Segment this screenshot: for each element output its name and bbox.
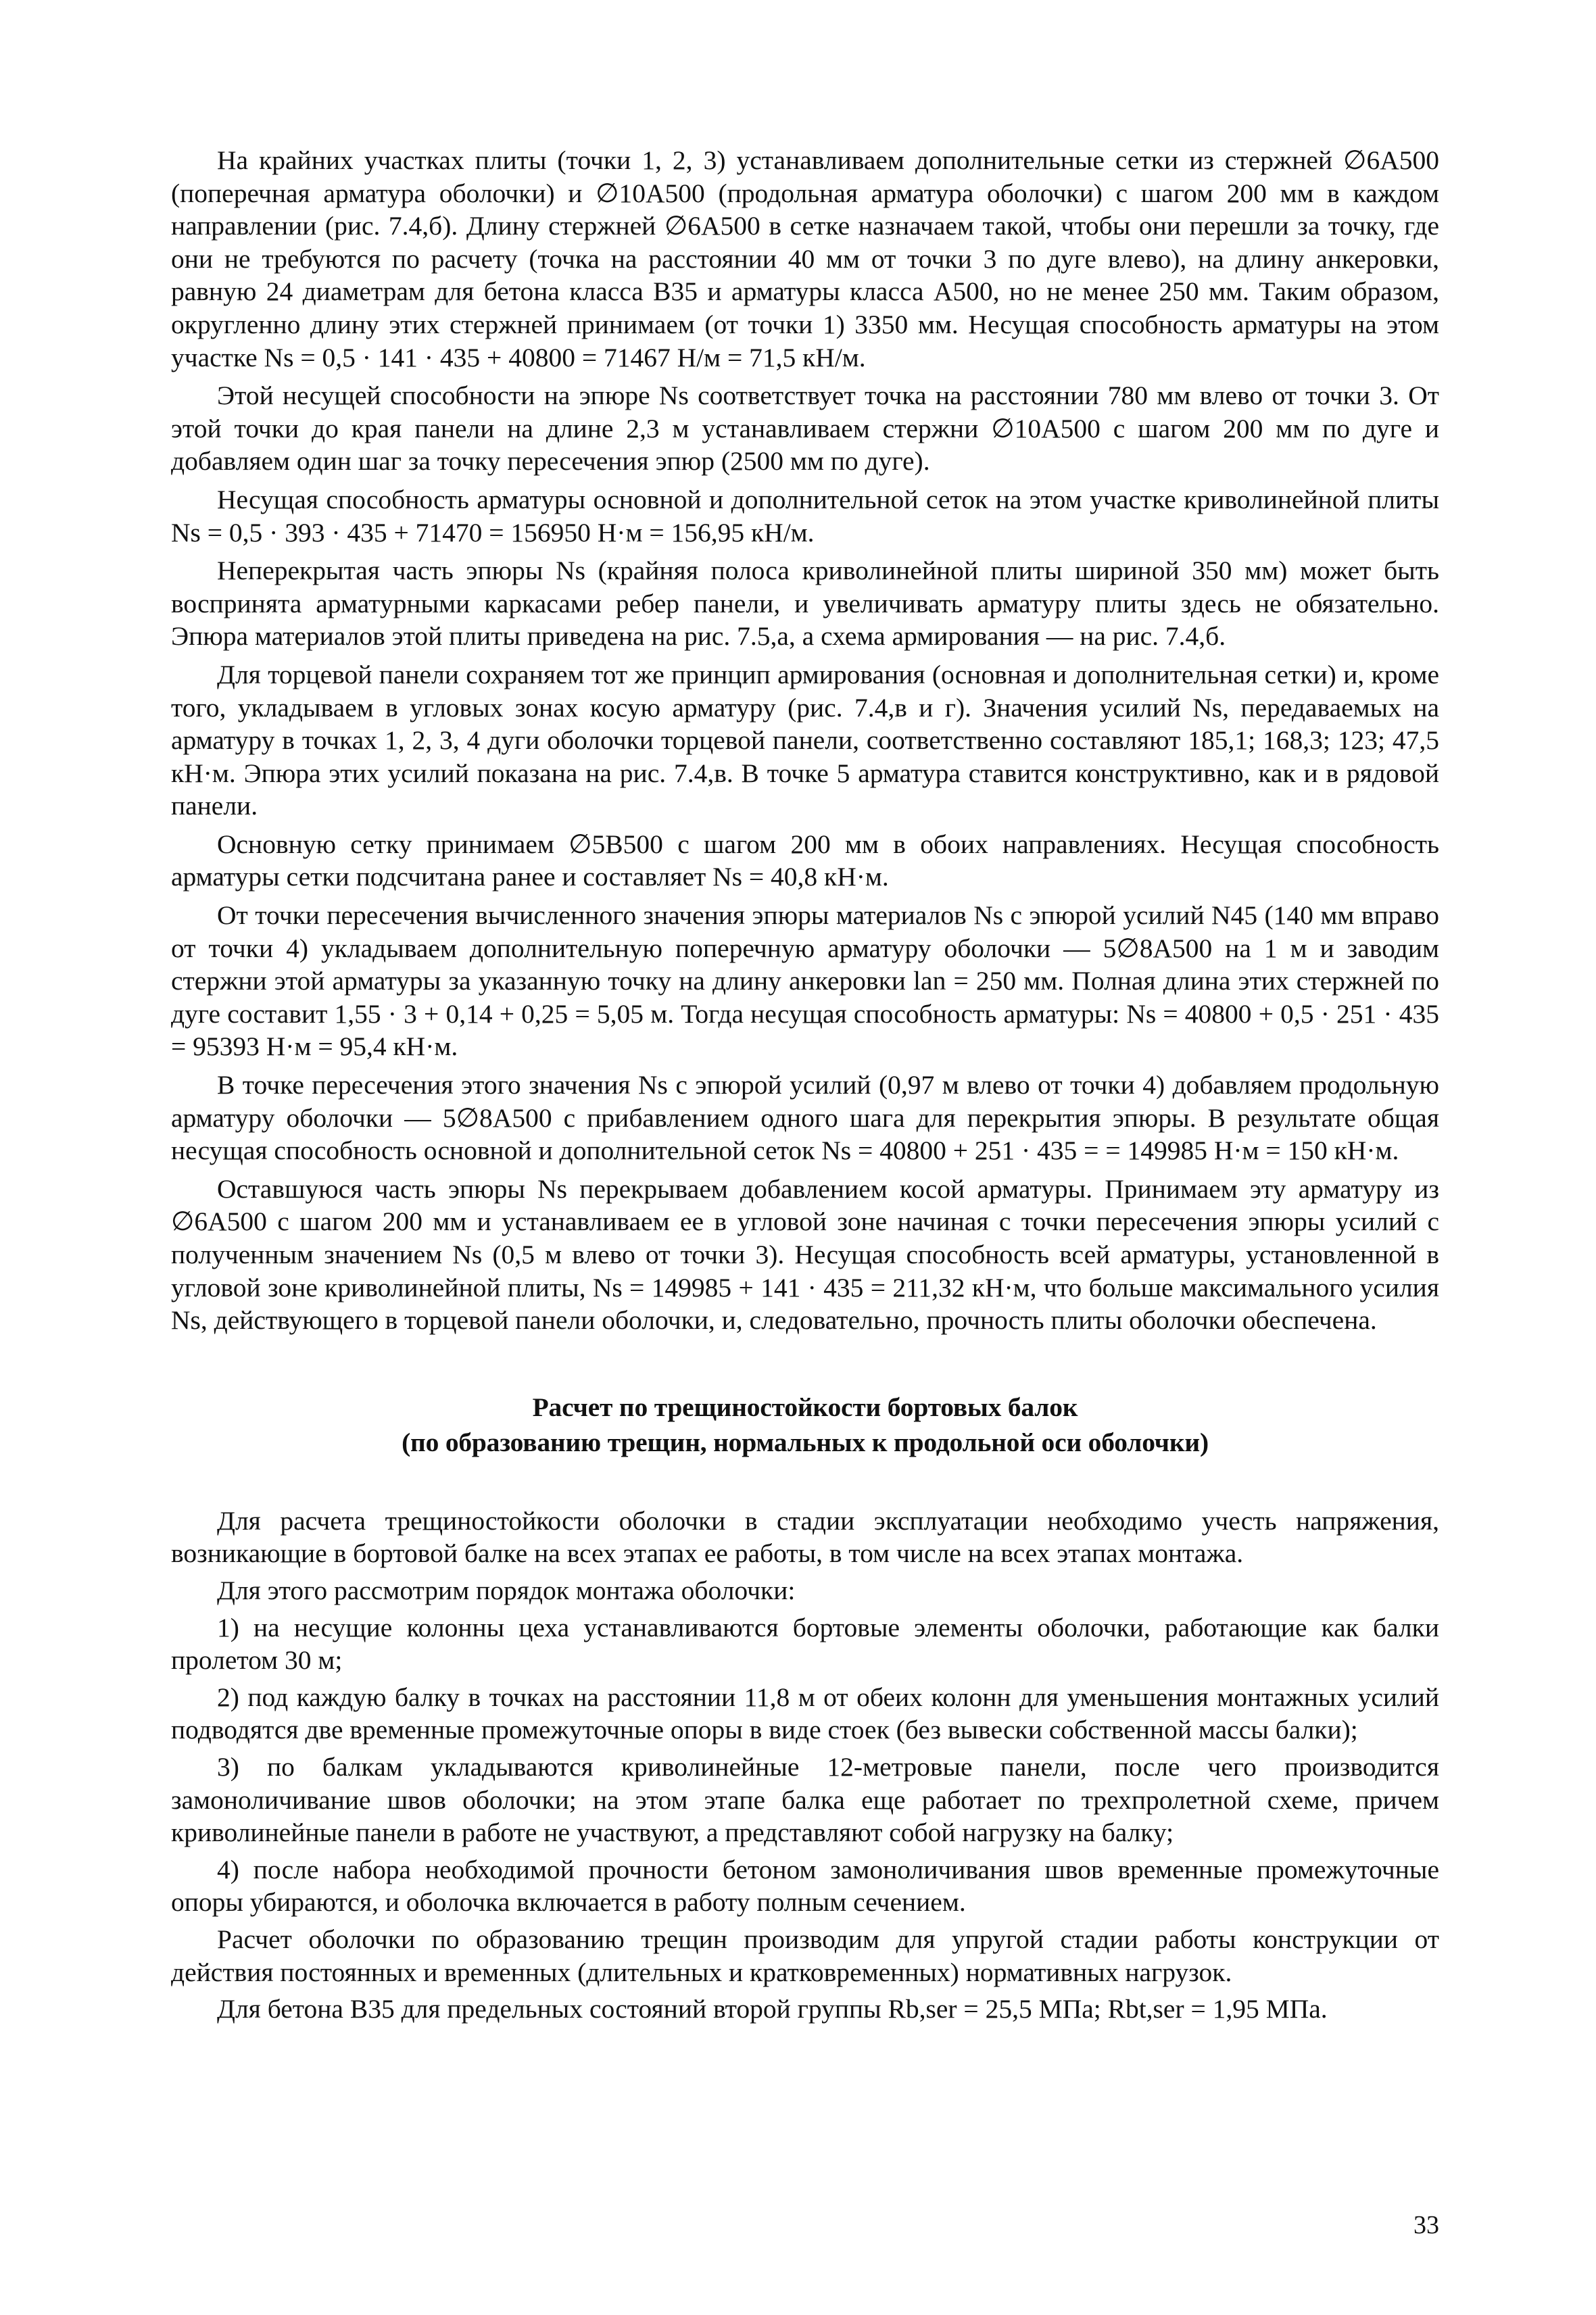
paragraph-9: Оставшуюся часть эпюры Ns перекрываем добавлением косой арматуры. Принимаем эту арматуру из ∅6А500 с шагом 200 мм и устанавливаем ее в угловой зоне начиная с точки пересечения эпюры усилий с полученным значением Ns (0,5 м влево от точки 3). Несущая способность всей арматуры, установленной в угловой зоне криволинейной плиты, Ns = 149985 + 141 · 435 = 211,32 кН·м, что больше максимального усилия Ns, действующего в торцевой панели оболочки, и, следовательно, прочность плиты оболочки обеспечена. (171, 1173, 1439, 1336)
paragraph-7: От точки пересечения вычисленного значения эпюры материалов Ns с эпюрой усилий N45 (140 мм вправо от точки 4) укладываем дополнительную поперечную арматуру оболочки — 5∅8А500 на 1 м и заводим стержни этой арматуры за указанную точку на длину анкеровки lan = 250 мм. Полная длина этих стержней по дуге составит 1,55 · 3 + 0,14 + 0,25 = 5,05 м. Тогда несущая способность арматуры: Ns = 40800 + 0,5 · 251 · 435 = 95393 Н·м = 95,4 кН·м. (171, 900, 1439, 1062)
paragraph-2: Этой несущей способности на эпюре Ns соответствует точка на расстоянии 780 мм влево от точки 3. От этой точки до края панели на длине 2,3 м устанавливаем стержни ∅10А500 с шагом 200 мм по дуге и добавляем один шаг за точку пересечения эпюр (2500 мм по дуге). (171, 381, 1439, 477)
paragraph-11: Для этого рассмотрим порядок монтажа оболочки: (217, 1575, 796, 1605)
section-heading-line-2: (по образованию трещин, нормальных к продольной оси оболочки) (402, 1427, 1209, 1457)
document-page (171, 144, 1439, 2030)
paragraph-6: Основную сетку принимаем ∅5В500 с шагом 200 мм в обоих направлениях. Несущая способность арматуры сетки подсчитана ранее и составляет Ns = 40,8 кН·м. (171, 829, 1439, 892)
paragraph-5: Для торцевой панели сохраняем тот же принцип армирования (основная и дополнительная сетки) и, кроме того, укладываем в угловых зонах косую арматуру (рис. 7.4,в и г). Значения усилий Ns, передаваемых на арматуру в точках 1, 2, 3, 4 дуги оболочки торцевой панели, соответственно составляют 185,1; 168,3; 123; 47,5 кН·м. Эпюра этих усилий показана на рис. 7.4,в. В точке 5 арматура ставится конструктивно, как и в рядовой панели. (171, 659, 1439, 821)
section-heading (171, 1390, 1439, 1460)
list-item-2: 2) под каждую балку в точках на расстоянии 11,8 м от обеих колонн для уменьшения монтажных усилий подводятся две временные промежуточные опоры в виде стоек (без вывески собственной массы балки); (171, 1682, 1439, 1745)
paragraph-3: Несущая способность арматуры основной и дополнительной сеток на этом участке криволинейной плиты Ns = 0,5 · 393 · 435 + 71470 = 156950 Н·м = 156,95 кН/м. (171, 484, 1439, 547)
page-number: 33 (1413, 2211, 1439, 2239)
paragraph-4: Неперекрытая часть эпюры Ns (крайняя полоса криволинейной плиты шириной 350 мм) может быть воспринята арматурными каркасами ребер панели, и увеличивать арматуру плиты здесь не обязательно. Эпюра материалов этой плиты приведена на рис. 7.5,а, а схема армирования — на рис. 7.4,б. (171, 556, 1439, 652)
list-item-4: 4) после набора необходимой прочности бетоном замоноличивания швов временные промежуточные опоры убираются, и оболочка включается в работу полным сечением. (171, 1854, 1439, 1918)
paragraph-13: Для бетона В35 для предельных состояний второй группы Rb,ser = 25,5 МПа; Rbt,ser = 1,95 МПа. (217, 1994, 1328, 2024)
paragraph-12: Расчет оболочки по образованию трещин производим для упругой стадии работы конструкции от действия постоянных и временных (длительных и кратковременных) нормативных нагрузок. (171, 1924, 1439, 1987)
list-item-1: 1) на несущие колонны цеха устанавливаются бортовые элементы оболочки, работающие как балки пролетом 30 м; (171, 1612, 1439, 1676)
section-heading-line-1: Расчет по трещиностойкости бортовых балок (532, 1392, 1078, 1422)
paragraph-1: На крайних участках плиты (точки 1, 2, 3) устанавливаем дополнительные сетки из стержней ∅6А500 (поперечная арматура оболочки) и ∅10А500 (продольная арматура оболочки) с шагом 200 мм в каждом направлении (рис. 7.4,б). Длину стержней ∅6А500 в сетке назначаем такой, чтобы они перешли за точку, где они не требуются по расчету (точка на расстоянии 40 мм от точки 3 по дуге влево), на длину анкеровки, равную 24 диаметрам для бетона класса В35 и арматуры класса А500, но не менее 250 мм. Таким образом, округленно длину этих стержней принимаем (от точки 1) 3350 мм. Несущая способность арматуры на этом участке Ns = 0,5 · 141 · 435 + 40800 = 71467 Н/м = 71,5 кН/м. (171, 145, 1439, 372)
list-item-3: 3) по балкам укладываются криволинейные 12-метровые панели, после чего производится замоноличивание швов оболочки; на этом этапе балка еще работает по трехпролетной схеме, причем криволинейные панели в работе не участвуют, а представляют собой нагрузку на балку; (171, 1751, 1439, 1848)
paragraph-10: Для расчета трещиностойкости оболочки в стадии эксплуатации необходимо учесть напряжения, возникающие в бортовой балке на всех этапах ее работы, в том числе на всех этапах монтажа. (171, 1505, 1439, 1569)
paragraph-8: В точке пересечения этого значения Ns с эпюрой усилий (0,97 м влево от точки 4) добавляем продольную арматуру оболочки — 5∅8А500 с прибавлением одного шага для перекрытия эпюры. В результате общая несущая способность основной и дополнительной сеток Ns = 40800 + 251 · 435 = = 149985 Н·м = 150 кН·м. (171, 1070, 1439, 1166)
